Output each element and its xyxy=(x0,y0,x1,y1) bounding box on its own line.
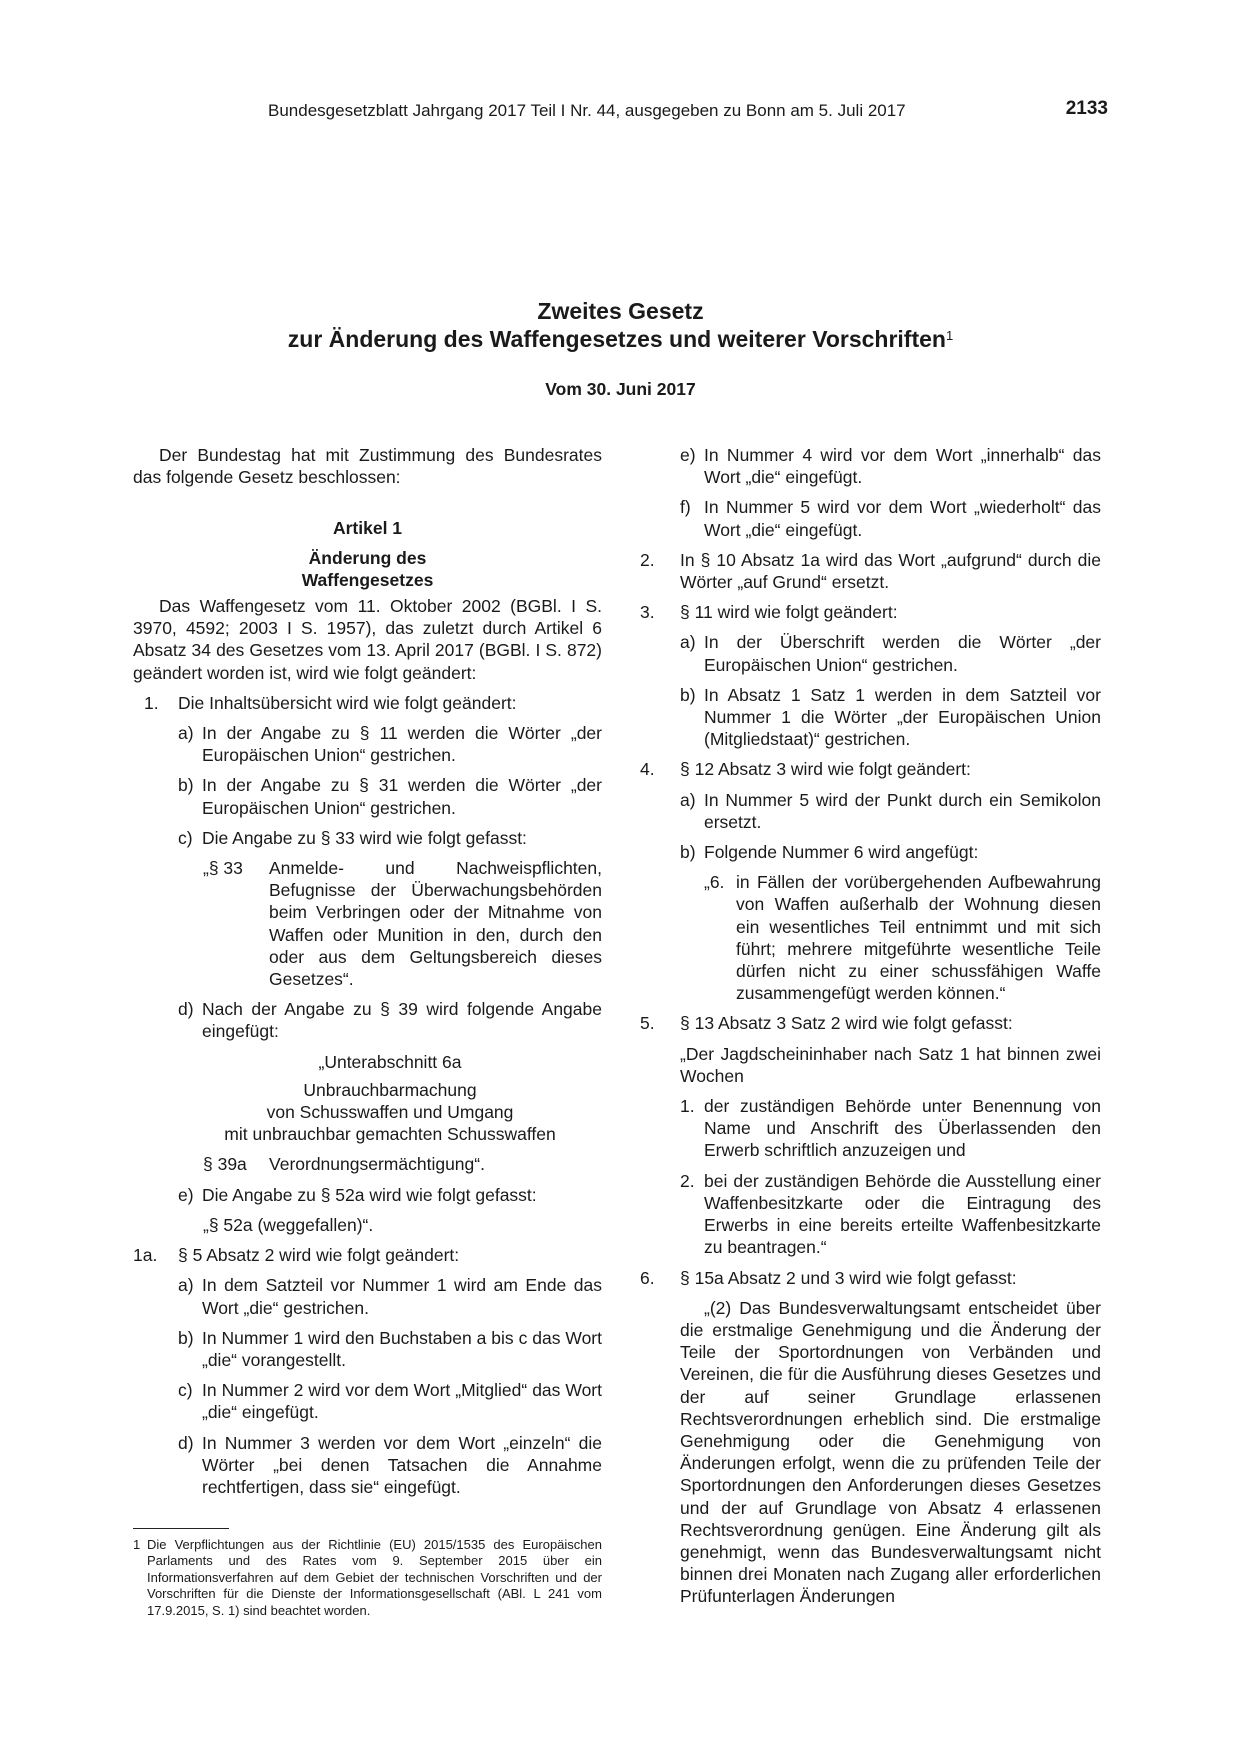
right-column xyxy=(640,444,1101,1608)
article-title-1: Änderung des xyxy=(308,547,427,568)
quote-heading-1: Unbrauchbarmachung xyxy=(303,1079,477,1100)
item-1d-sub: d) Nach der Angabe zu § 39 wird folgende Angabe eingefügt: xyxy=(178,999,602,1042)
title-line-2: zur Änderung des Waffengesetzes und weiterer Vorschriften$^1$ xyxy=(287,326,954,352)
item-4-a: a) In Nummer 5 wird der Punkt durch ein Semikolon ersetzt. xyxy=(680,789,1101,832)
item-2: 2. In § 10 Absatz 1a wird das Wort „aufgrund“ durch die Wörter „auf Grund“ ersetzt. xyxy=(640,549,1101,593)
quote-item-6: „6. in Fällen der vorübergehenden Aufbewahrung von Waffen außerhalb der Wohnung diesen ein wesentliches Teil entnimmt und mit sich führt; mehrere mitgeführte wesentliche Teile dürfen nicht zu einer schussfähigen Waffe zusammengefügt werden können.“ xyxy=(704,872,1101,1004)
quote-jagd-2: 2. bei der zuständigen Behörde die Ausstellung einer Waffenbesitzkarte oder die Eintragung des Erwerbs in eine bereits erteilte Waffenbesitzkarte zu beantragen.“ xyxy=(680,1170,1101,1258)
item-1a: 1a. § 5 Absatz 2 wird wie folgt geändert: xyxy=(133,1245,460,1266)
item-3-a: a) In der Überschrift werden die Wörter „der Europäischen Union“ gestrichen. xyxy=(680,632,1101,675)
footnote-divider xyxy=(133,1528,229,1529)
quote-s33: „§ 33 Anmelde- und Nachweispflichten, Befugnisse der Überwachungsbehörden beim Verbringen oder der Mitnahme von Waffen oder Munition in den, durch den oder aus dem Geltungsbereich dieses Gesetzes“. xyxy=(203,858,602,990)
item-1: 1. Die Inhaltsübersicht wird wie folgt geändert: xyxy=(144,692,517,713)
running-header: Bundesgesetzblatt Jahrgang 2017 Teil I Nr. 44, ausgegeben zu Bonn am 5. Juli 2017 xyxy=(268,101,906,120)
item-1a-a: a) In dem Satzteil vor Nummer 1 wird am Ende das Wort „die“ gestrichen. xyxy=(178,1275,602,1318)
quote-s39a: § 39a Verordnungsermächtigung“. xyxy=(203,1154,485,1175)
item-1a-c: c) In Nummer 2 wird vor dem Wort „Mitglied“ das Wort „die“ eingefügt. xyxy=(178,1380,602,1423)
item-1a-sub: a) In der Angabe zu § 11 werden die Wörter „der Europäischen Union“ gestrichen. xyxy=(178,723,602,766)
item-3: 3. § 11 wird wie folgt geändert: xyxy=(640,602,898,623)
article-intro: Das Waffengesetz vom 11. Oktober 2002 (BGBl. I S. 3970, 4592; 2003 I S. 1957), das zuletzt durch Artikel 6 Absatz 34 des Gesetzes vom 13. April 2017 (BGBl. I S. 872) geändert worden ist, wird wie folgt geändert: xyxy=(133,596,602,683)
preamble: Der Bundestag hat mit Zustimmung des Bundesrates das folgende Gesetz beschlossen: xyxy=(133,445,602,488)
footnote: 1 Die Verpflichtungen aus der Richtlinie (EU) 2015/1535 des Europäischen Parlaments und des Rates vom 9. September 2015 über ein Informationsverfahren auf dem Gebiet der technischen Vorschriften und der Vorschriften für die Dienste der Informationsgesellschaft (ABl. L 241 vom 17.9.2015, S. 1) sind beachtet worden. xyxy=(133,1537,602,1618)
footnote-mark: 1 xyxy=(945,328,954,343)
item-1-e: e) In Nummer 4 wird vor dem Wort „innerhalb“ das Wort „die“ eingefügt. xyxy=(680,445,1101,488)
item-1a-d: d) In Nummer 3 werden vor dem Wort „einzeln“ die Wörter „bei denen Tatsachen die Annahme rechtfertigen, dass sie“ eingefügt. xyxy=(178,1432,602,1497)
item-1a-b: b) In Nummer 1 wird den Buchstaben a bis c das Wort „die“ vorangestellt. xyxy=(178,1327,602,1370)
law-date: Vom 30. Juni 2017 xyxy=(545,379,696,399)
item-4: 4. § 12 Absatz 3 wird wie folgt geändert: xyxy=(640,759,971,780)
page-number: 2133 xyxy=(1065,98,1108,119)
item-1-f: f) In Nummer 5 wird vor dem Wort „wiederholt“ das Wort „die“ eingefügt. xyxy=(680,497,1101,540)
left-column xyxy=(133,444,602,1498)
item-1c-sub: c) Die Angabe zu § 33 wird wie folgt gefasst: xyxy=(178,827,527,848)
quote-heading-2: von Schusswaffen und Umgang xyxy=(266,1102,514,1123)
law-title xyxy=(0,297,1241,353)
title-line-1: Zweites Gesetz xyxy=(537,298,704,324)
item-6: 6. § 15a Absatz 2 und 3 wird wie folgt gefasst: xyxy=(640,1267,1017,1288)
quote-subsection: „Unterabschnitt 6a xyxy=(318,1051,462,1072)
quote-heading-3: mit unbrauchbar gemachten Schusswaffen xyxy=(224,1124,556,1145)
item-4-b: b) Folgende Nummer 6 wird angefügt: xyxy=(680,842,979,863)
quote-jagdschein: „Der Jagdscheininhaber nach Satz 1 hat binnen zwei Wochen xyxy=(680,1043,1101,1086)
quote-15a-2: „(2) Das Bundesverwaltungsamt entscheidet über die erstmalige Genehmigung und die Änderung der Teile der Sportordnungen von Verbänden und Vereinen, die für die Ausführung dieses Gesetzes und der auf seiner Grundlage erlassenen Rechtsverordnungen erheblich sind. Die erstmalige Genehmigung oder die Genehmigung von Änderungen erfolgt, wenn die zu prüfenden Teile der Sportordnungen den Anforderungen dieses Gesetzes und der auf Grundlage von Absatz 4 erlassenen Rechtsverordnung genügen. Eine Änderung gilt als genehmigt, wenn das Bundesverwaltungsamt nicht binnen drei Monaten nach Zugang aller erforderlichen Prüfunterlagen Änderungen xyxy=(680,1297,1101,1607)
quote-s52a: „§ 52a (weggefallen)“. xyxy=(203,1214,374,1235)
item-5: 5. § 13 Absatz 3 Satz 2 wird wie folgt gefasst: xyxy=(640,1013,1013,1034)
article-heading: Artikel 1 xyxy=(332,518,403,539)
item-1e-sub: e) Die Angabe zu § 52a wird wie folgt gefasst: xyxy=(178,1184,537,1205)
article-title-2: Waffengesetzes xyxy=(301,569,434,590)
item-3-b: b) In Absatz 1 Satz 1 werden in dem Satzteil vor Nummer 1 die Wörter „der Europäischen Union (Mitgliedstaat)“ gestrichen. xyxy=(680,684,1101,750)
item-1b-sub: b) In der Angabe zu § 31 werden die Wörter „der Europäischen Union“ gestrichen. xyxy=(178,775,602,818)
quote-jagd-1: 1. der zuständigen Behörde unter Benennung von Name und Anschrift des Überlassenden den Erwerb schriftlich anzuzeigen und xyxy=(680,1096,1101,1161)
